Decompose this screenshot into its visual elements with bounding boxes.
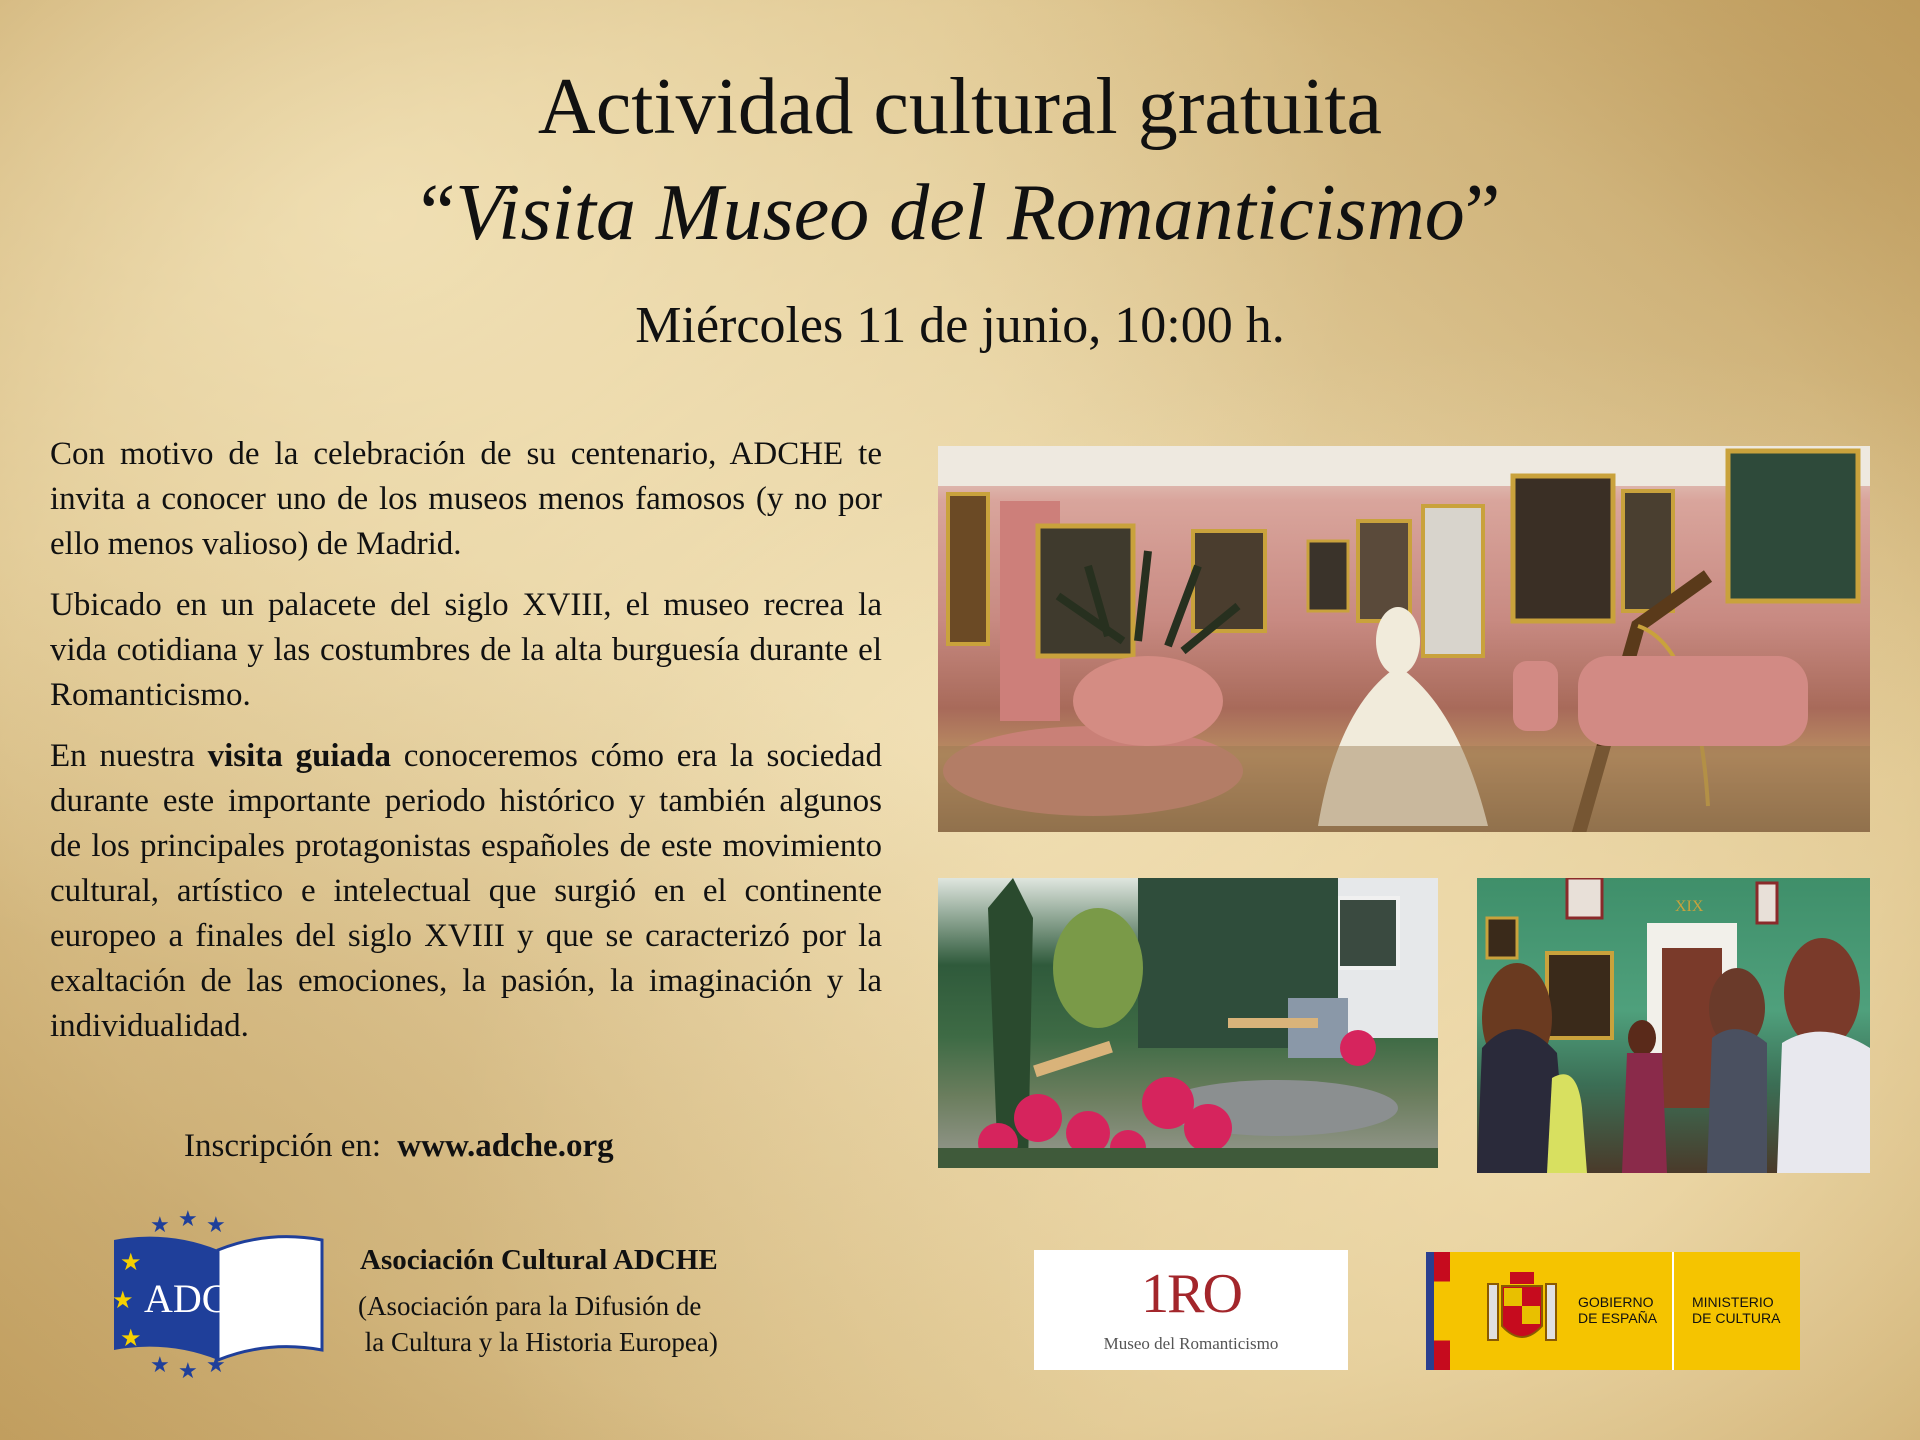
coat-of-arms-icon bbox=[1482, 1266, 1562, 1356]
salon-illustration bbox=[938, 446, 1870, 832]
salon-photo bbox=[938, 446, 1870, 832]
svg-text:★: ★ bbox=[150, 1352, 170, 1377]
svg-text:★: ★ bbox=[120, 1250, 142, 1276]
centenary-mark: 1RO bbox=[1141, 1263, 1241, 1325]
green-room-illustration bbox=[1477, 878, 1870, 1173]
green-room-photo bbox=[1477, 878, 1870, 1173]
association-name: Asociación Cultural ADCHE bbox=[360, 1244, 718, 1276]
registration bbox=[184, 1124, 614, 1168]
garden-photo bbox=[938, 878, 1438, 1168]
svg-text:★: ★ bbox=[178, 1358, 198, 1378]
ministerio-text: MINISTERIO DE CULTURA bbox=[1692, 1294, 1781, 1326]
svg-text:★: ★ bbox=[112, 1288, 134, 1314]
poster-subtitle bbox=[0, 168, 1920, 258]
eu-stripe bbox=[1426, 1252, 1434, 1370]
close-quote: ” bbox=[1464, 169, 1501, 257]
description bbox=[50, 432, 882, 1065]
adche-logo bbox=[108, 1210, 330, 1378]
paragraph-2: Ubicado en un palacete del siglo XVIII, el museo recrea la vida cotidiana y las costumbres de la alta burguesía durante el Romanticismo. bbox=[50, 587, 882, 713]
paragraph-1: Con motivo de la celebración de su centenario, ADCHE te invita a conocer uno de los museos menos famosos (y no por ello menos valioso) de Madrid. bbox=[50, 436, 882, 562]
room-sign: XIX bbox=[1675, 898, 1704, 915]
svg-text:★: ★ bbox=[178, 1210, 198, 1231]
gobierno-text: GOBIERNO DE ESPAÑA bbox=[1578, 1294, 1658, 1326]
svg-text:★: ★ bbox=[120, 1326, 142, 1352]
garden-illustration bbox=[938, 878, 1438, 1168]
museo-logo-label: Museo del Romanticismo bbox=[1103, 1334, 1279, 1353]
svg-text:★: ★ bbox=[206, 1212, 226, 1237]
event-date: Miércoles 11 de junio, 10:00 h. bbox=[635, 297, 1285, 354]
museo-romanticismo-logo bbox=[1034, 1250, 1348, 1370]
adche-logo-graphic bbox=[108, 1210, 330, 1378]
paragraph-3-end: conoceremos cómo era la sociedad durante este importante periodo histórico y también algunos de los principales protagonistas españoles de este movimiento cultural, artístico e intelectual que surgió en el continente europeo a finales del siglo XVIII y que se caracterizó por la exaltación de las emociones, la pasión, la imaginación y la individualidad. bbox=[50, 738, 882, 1044]
subtitle-text: Visita Museo del Romanticismo bbox=[455, 169, 1465, 257]
gobierno-logo bbox=[1426, 1252, 1800, 1370]
gob-divider bbox=[1672, 1252, 1674, 1370]
svg-text:★: ★ bbox=[150, 1212, 170, 1237]
registration-link[interactable]: www.adche.org bbox=[397, 1128, 614, 1164]
open-quote: “ bbox=[419, 169, 456, 257]
paragraph-3-start: En nuestra bbox=[50, 738, 208, 774]
guided-visit-highlight: visita guiada bbox=[207, 738, 391, 774]
adche-logo-text: ADCHE bbox=[144, 1276, 282, 1321]
association-description: (Asociación para la Difusión de la Cultura y la Historia Europea) bbox=[358, 1291, 718, 1357]
poster-title: Actividad cultural gratuita bbox=[537, 63, 1383, 151]
registration-label: Inscripción en: bbox=[184, 1128, 382, 1164]
paragraph-3 bbox=[50, 734, 882, 1049]
svg-text:★: ★ bbox=[206, 1352, 226, 1377]
